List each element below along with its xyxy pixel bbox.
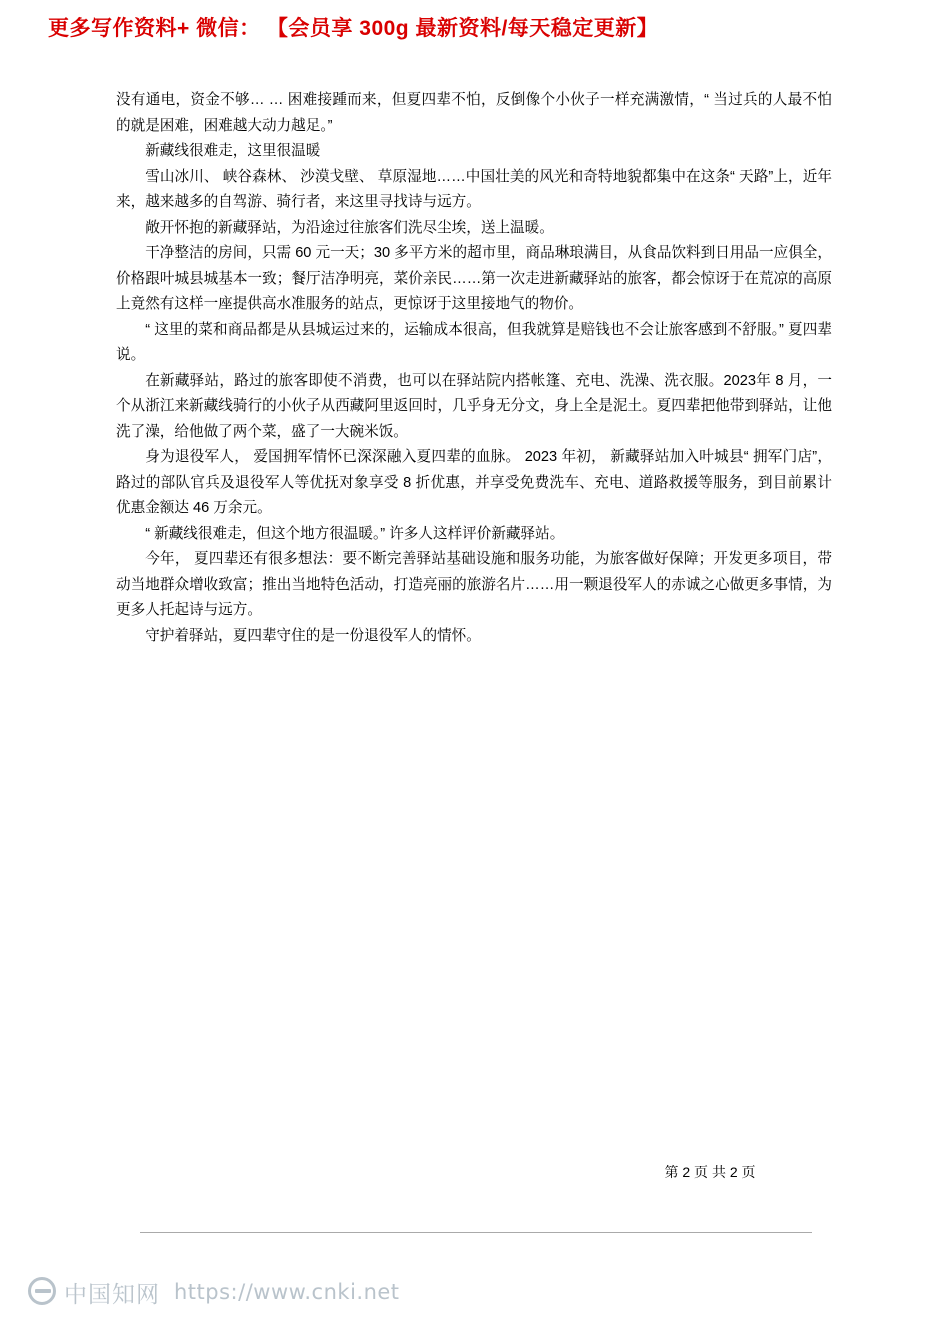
- paragraph: 新藏线很难走，这里很温暖: [145, 143, 321, 159]
- cnki-url-label[interactable]: https://www.cnki.net: [174, 1280, 400, 1304]
- paragraph: 守护着驿站，夏四辈守住的是一份退役军人的情怀。: [145, 627, 481, 644]
- promo-banner: 更多写作资料+ 微信： 【会员享 300g 最新资料/每天稳定更新】: [48, 17, 659, 40]
- paragraph: 雪山冰川、 峡谷森林、 沙漠戈壁、 草原湿地……中国壮美的风光和奇特地貌都集中在这条“ 天路”上，近年来，越来越多的自驾游、骑行者，来这里寻找诗与远方。: [116, 168, 832, 210]
- paragraph: 今年， 夏四辈还有很多想法：要不断完善驿站基础设施和服务功能，为旅客做好保障；开发更多项目，带动当地群众增收致富；推出当地特色活动，打造亮丽的旅游名片……用一颗退役军人的赤诚之心做更多事情，为更多人托起诗与远方。: [116, 551, 832, 618]
- footer-divider: [140, 1232, 812, 1233]
- cnki-footer: [28, 1262, 528, 1322]
- cnki-logo: [28, 1276, 160, 1309]
- paragraph: 敞开怀抱的新藏驿站，为沿途过往旅客们洗尽尘埃，送上温暖。: [145, 219, 554, 236]
- paragraph: “ 新藏线很难走，但这个地方很温暖。” 许多人这样评价新藏驿站。: [145, 525, 565, 542]
- document-body: [116, 88, 832, 649]
- paragraph: 干净整洁的房间，只需 60 元一天；30 多平方米的超市里，商品琳琅满目，从食品饮料到日用品一应俱全，价格跟叶城县城基本一致；餐厅洁净明亮，菜价亲民……第一次走进新藏驿站的旅客，都会惊讶于在荒凉的高原上竟然有这样一座提供高水准服务的站点，更惊讶于这里接地气的物价。: [116, 245, 832, 312]
- page-number: [0, 1162, 950, 1182]
- paragraph: 在新藏驿站，路过的旅客即使不消费，也可以在驿站院内搭帐篷、充电、洗澡、洗衣服。2023年 8 月，一个从浙江来新藏线骑行的小伙子从西藏阿里返回时，几乎身无分文，身上全是泥土。夏四辈把他带到驿站，让他洗了澡，给他做了两个菜，盛了一大碗米饭。: [116, 372, 832, 440]
- paragraph: 没有通电，资金不够… … 困难接踵而来，但夏四辈不怕，反倒像个小伙子一样充满激情，“ 当过兵的人最不怕的就是困难，困难越大动力越足。”: [116, 92, 832, 134]
- cnki-logo-icon: [28, 1277, 58, 1307]
- page-number-label: 第 2 页 共 2 页: [664, 1164, 756, 1180]
- cnki-brand-label: 中国知网: [64, 1281, 160, 1308]
- paragraph: 身为退役军人， 爱国拥军情怀已深深融入夏四辈的血脉。 2023 年初， 新藏驿站加入叶城县“ 拥军门店”，路过的部队官兵及退役军人等优抚对象享受 8 折优惠，并享受免费洗车、充电、道路救援等服务，到目前累计优惠金额达 46 万余元。: [116, 449, 832, 516]
- paragraph: “ 这里的菜和商品都是从县城运过来的，运输成本很高，但我就算是赔钱也不会让旅客感到不舒服。” 夏四辈说。: [116, 321, 832, 363]
